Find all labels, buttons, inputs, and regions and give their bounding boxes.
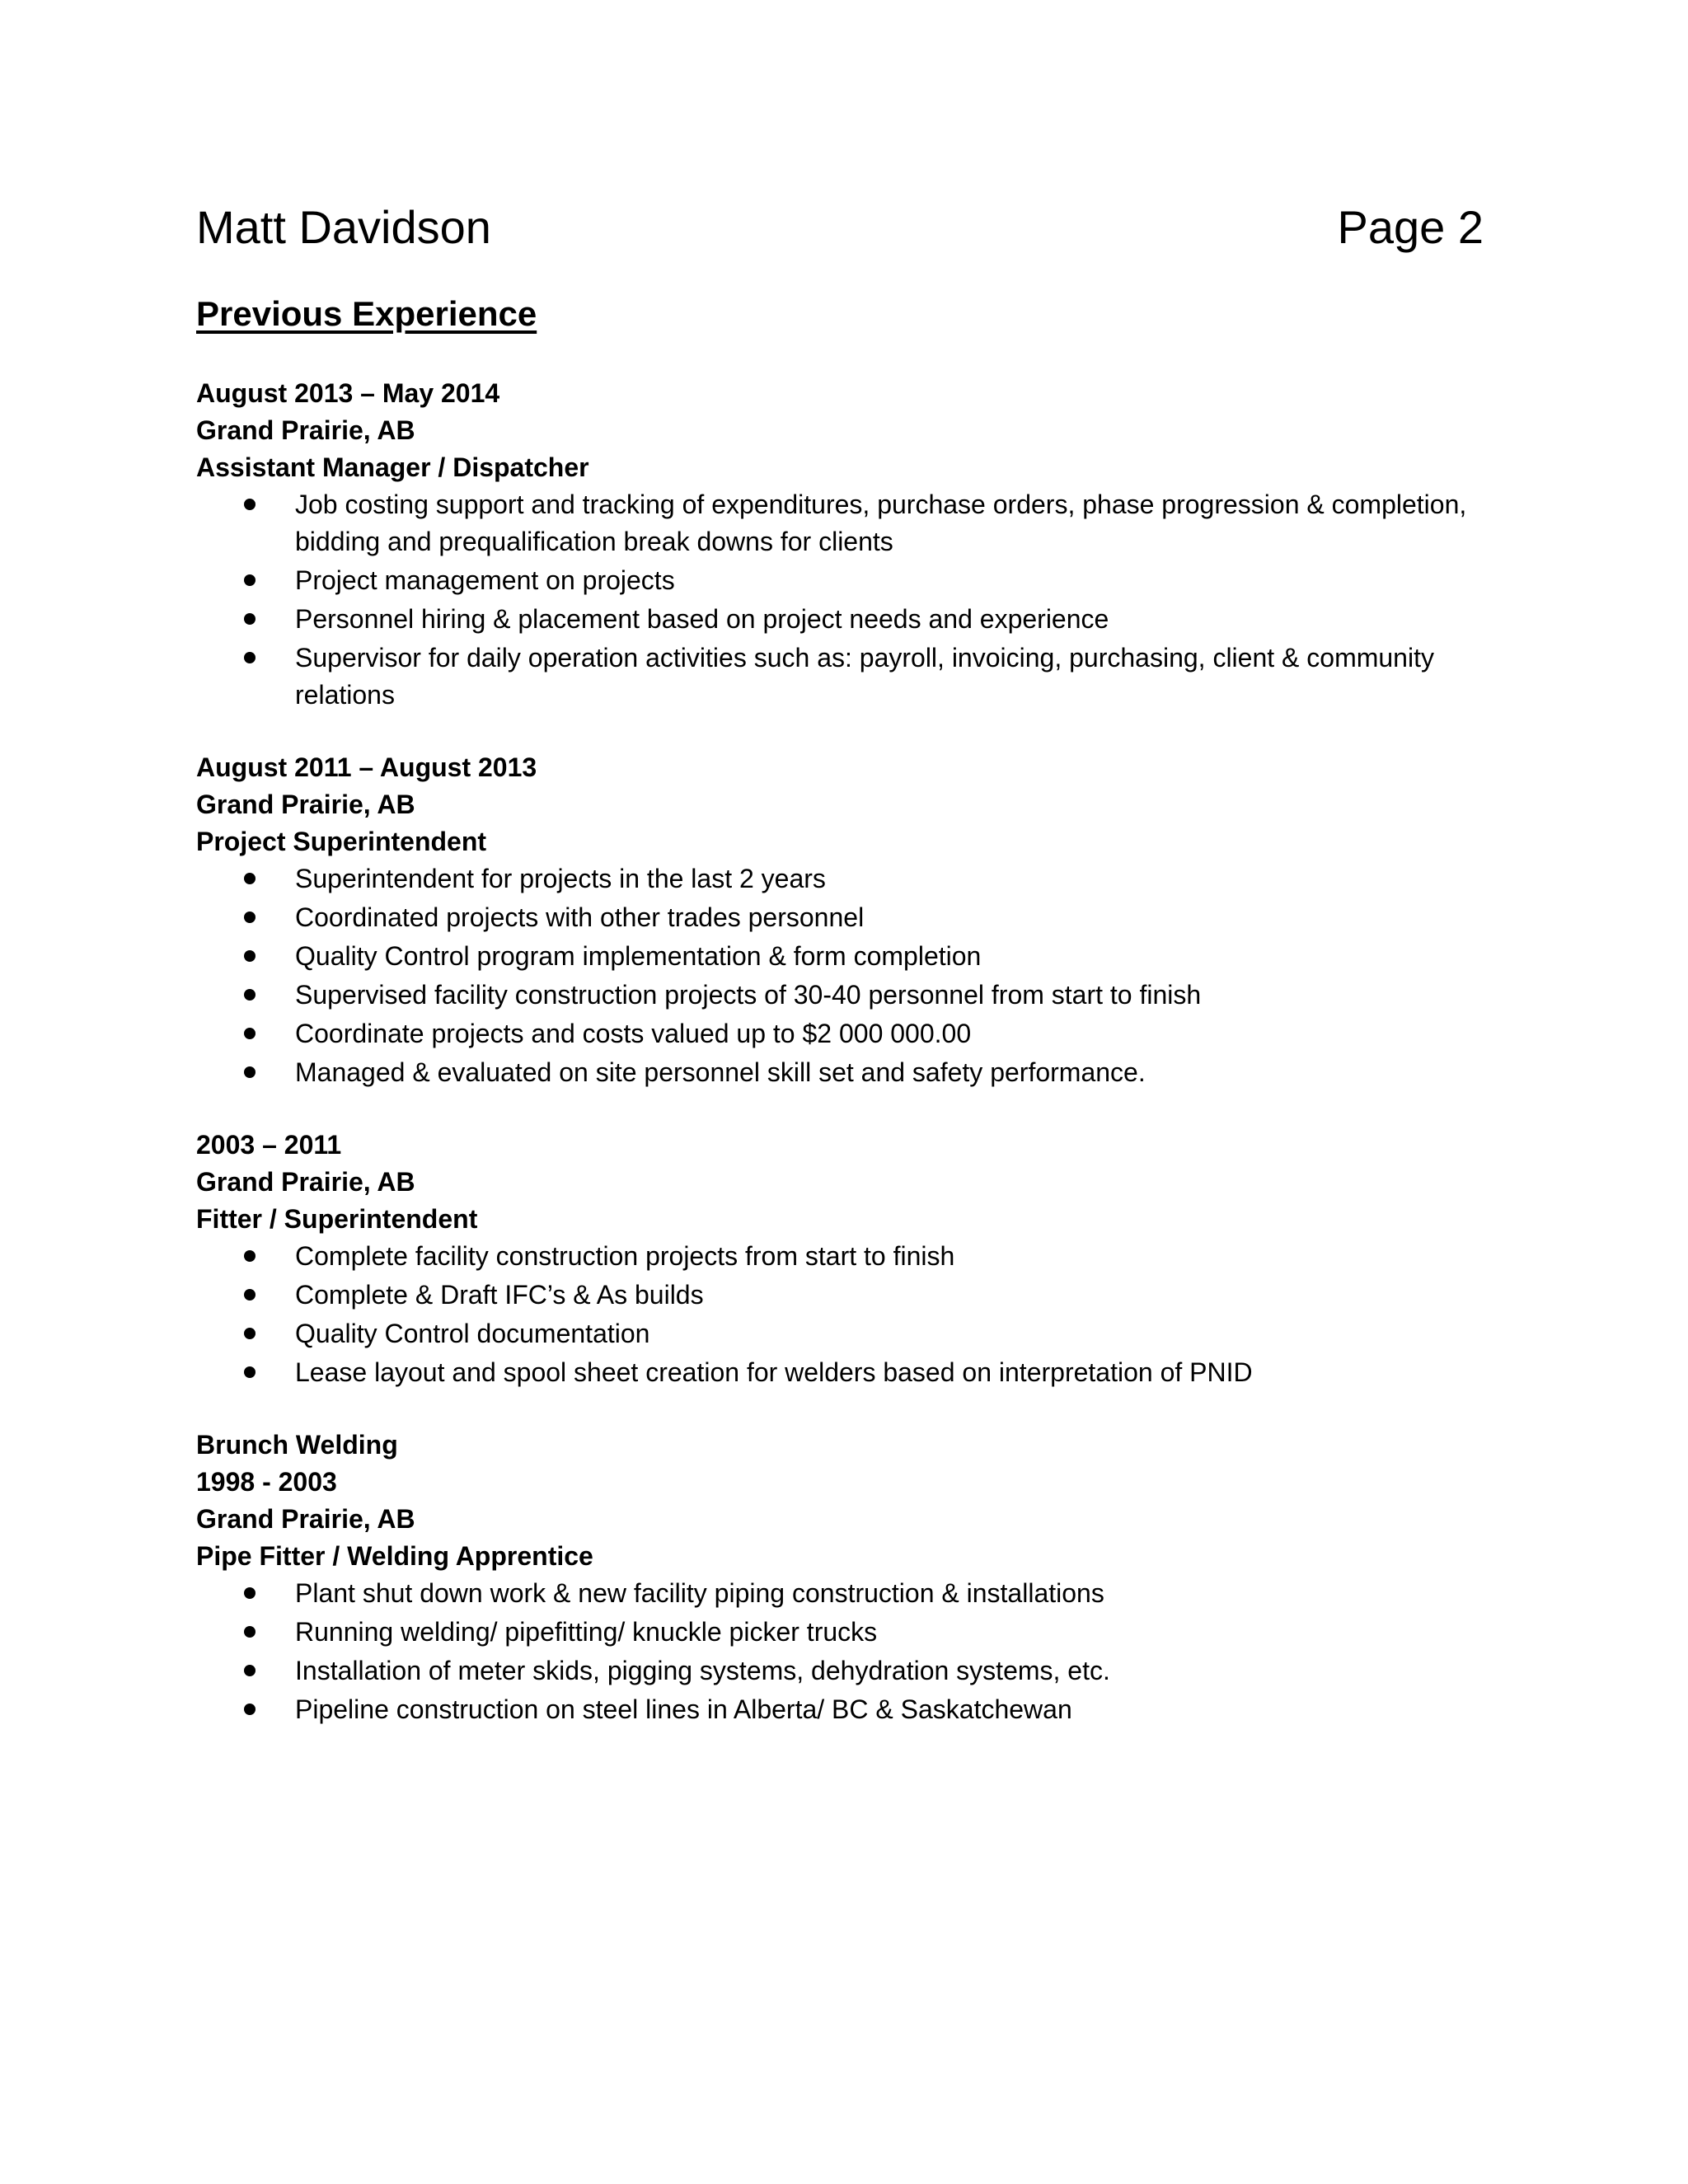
experience-entry — [196, 1427, 1498, 1728]
bullet-item — [196, 1614, 1482, 1651]
entry-location: Grand Prairie, AB — [196, 790, 415, 819]
section-title-previous-experience: Previous Experience — [196, 294, 537, 333]
bullet-item — [196, 1015, 1482, 1052]
bullet-icon — [244, 613, 256, 625]
bullet-item — [196, 486, 1482, 560]
bullet-text: Installation of meter skids, pigging systems, dehydration systems, etc. — [295, 1656, 1110, 1685]
bullet-item — [196, 860, 1482, 898]
bullet-icon — [244, 1626, 256, 1638]
entry-location: Grand Prairie, AB — [196, 1504, 415, 1534]
bullet-icon — [244, 873, 256, 884]
bullet-item — [196, 1354, 1482, 1391]
bullet-icon — [244, 1066, 256, 1078]
bullet-text: Project management on projects — [295, 565, 675, 595]
bullet-icon — [244, 950, 256, 962]
entry-role: Project Superintendent — [196, 827, 487, 856]
bullet-item — [196, 1054, 1482, 1091]
bullet-icon — [244, 1665, 256, 1676]
bullet-text: Superintendent for projects in the last 2 years — [295, 864, 826, 893]
bullet-text: Job costing support and tracking of expenditures, purchase orders, phase progression & completion, bidding and prequalification break downs for clients — [295, 490, 1467, 556]
bullet-icon — [244, 989, 256, 1001]
entry-dates: August 2013 – May 2014 — [196, 378, 500, 408]
bullet-item — [196, 562, 1482, 599]
bullet-icon — [244, 574, 256, 586]
bullet-text: Managed & evaluated on site personnel skill set and safety performance. — [295, 1057, 1146, 1087]
entry-bullets — [196, 1238, 1498, 1391]
bullet-item — [196, 1277, 1482, 1314]
bullet-icon — [244, 652, 256, 663]
bullet-text: Complete facility construction projects from start to finish — [295, 1241, 955, 1271]
bullet-item — [196, 1238, 1482, 1275]
experience-entry — [196, 749, 1498, 1091]
bullet-text: Personnel hiring & placement based on project needs and experience — [295, 604, 1109, 634]
entry-role: Pipe Fitter / Welding Apprentice — [196, 1541, 593, 1571]
page-header — [196, 198, 1484, 257]
bullet-icon — [244, 1028, 256, 1039]
bullet-item — [196, 1691, 1482, 1728]
entry-role: Fitter / Superintendent — [196, 1204, 478, 1234]
entry-location: Grand Prairie, AB — [196, 415, 415, 445]
bullet-icon — [244, 1328, 256, 1339]
bullet-text: Quality Control documentation — [295, 1319, 650, 1348]
bullet-item — [196, 1315, 1482, 1352]
bullet-text: Supervised facility construction projects of 30-40 personnel from start to finish — [295, 980, 1202, 1010]
entry-role: Assistant Manager / Dispatcher — [196, 452, 589, 482]
experience-entry — [196, 375, 1498, 714]
bullet-icon — [244, 1704, 256, 1715]
entry-bullets — [196, 486, 1498, 714]
entry-dates: 1998 - 2003 — [196, 1467, 337, 1497]
bullet-text: Coordinate projects and costs valued up to $2 000 000.00 — [295, 1019, 972, 1048]
bullet-text: Quality Control program implementation & form completion — [295, 941, 982, 971]
bullet-icon — [244, 1587, 256, 1599]
bullet-icon — [244, 499, 256, 510]
entry-dates: 2003 – 2011 — [196, 1130, 342, 1160]
bullet-item — [196, 1575, 1482, 1612]
entry-bullets — [196, 1575, 1498, 1728]
bullet-icon — [244, 912, 256, 923]
entry-location: Grand Prairie, AB — [196, 1167, 415, 1197]
bullet-item — [196, 938, 1482, 975]
experience-entry — [196, 1127, 1498, 1391]
page-number: Page 2 — [1337, 201, 1484, 253]
entry-company: Brunch Welding — [196, 1430, 398, 1460]
bullet-text: Running welding/ pipefitting/ knuckle picker trucks — [295, 1617, 878, 1647]
bullet-text: Supervisor for daily operation activities such as: payroll, invoicing, purchasing, client & community relations — [295, 643, 1434, 710]
bullet-icon — [244, 1366, 256, 1378]
bullet-item — [196, 640, 1482, 714]
bullet-text: Pipeline construction on steel lines in Alberta/ BC & Saskatchewan — [295, 1694, 1072, 1724]
bullet-icon — [244, 1289, 256, 1301]
experience-list — [196, 375, 1498, 1764]
entry-bullets — [196, 860, 1498, 1091]
candidate-name: Matt Davidson — [196, 201, 491, 253]
bullet-item — [196, 1652, 1482, 1690]
bullet-text: Coordinated projects with other trades personnel — [295, 902, 865, 932]
bullet-icon — [244, 1250, 256, 1262]
bullet-text: Plant shut down work & new facility piping construction & installations — [295, 1578, 1104, 1608]
entry-dates: August 2011 – August 2013 — [196, 752, 537, 782]
bullet-item — [196, 899, 1482, 936]
bullet-item — [196, 977, 1482, 1014]
resume-page — [196, 0, 1498, 2184]
bullet-text: Lease layout and spool sheet creation for welders based on interpretation of PNID — [295, 1357, 1253, 1387]
bullet-text: Complete & Draft IFC’s & As builds — [295, 1280, 704, 1310]
bullet-item — [196, 601, 1482, 638]
